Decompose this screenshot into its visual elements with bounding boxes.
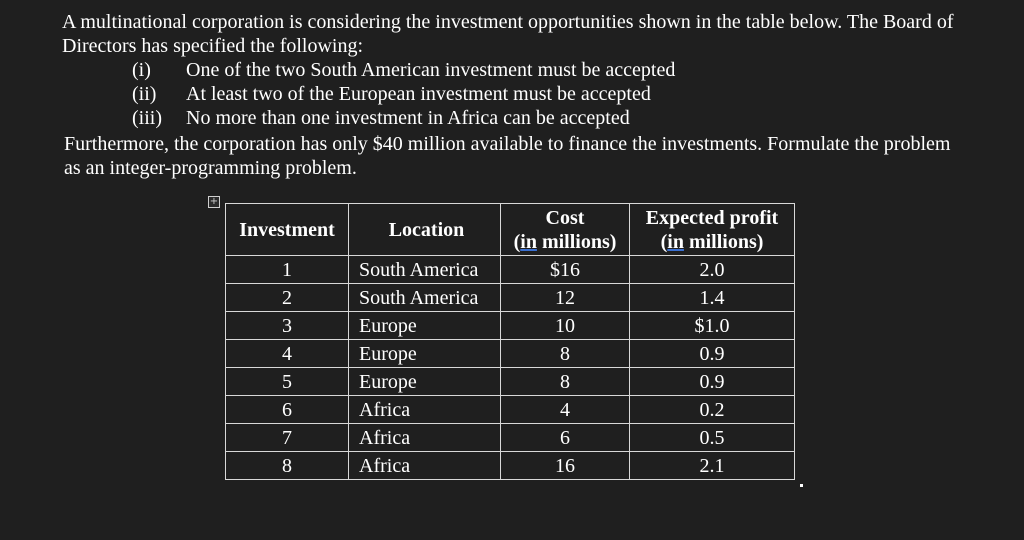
condition-item xyxy=(132,58,675,82)
cell-cost: $16 xyxy=(501,256,630,284)
cell-location: Europe xyxy=(349,340,501,368)
header-investment: Investment xyxy=(226,204,349,256)
cell-profit: 2.0 xyxy=(630,256,795,284)
condition-text: At least two of the European investment must be accepted xyxy=(186,83,651,105)
cell-location: Africa xyxy=(349,452,501,480)
table-end-marker xyxy=(800,484,803,487)
condition-number: (i) xyxy=(132,59,151,81)
cell-cost: 12 xyxy=(501,284,630,312)
cell-profit: 0.2 xyxy=(630,396,795,424)
cell-cost: 8 xyxy=(501,340,630,368)
cell-investment: 5 xyxy=(226,368,349,396)
condition-number: (ii) xyxy=(132,83,157,105)
cell-investment: 6 xyxy=(226,396,349,424)
cell-investment: 2 xyxy=(226,284,349,312)
problem-intro: A multinational corporation is considering the investment opportunities shown in the table below. The Board of Directors has specified the following: xyxy=(62,11,954,57)
cell-profit: 2.1 xyxy=(630,452,795,480)
header-cost xyxy=(501,204,630,256)
cell-profit: 0.9 xyxy=(630,340,795,368)
cell-location: Africa xyxy=(349,396,501,424)
cell-profit: $1.0 xyxy=(630,312,795,340)
header-location: Location xyxy=(349,204,501,256)
cell-cost: 6 xyxy=(501,424,630,452)
table-row xyxy=(226,340,795,368)
cell-location: Africa xyxy=(349,424,501,452)
table-row xyxy=(226,256,795,284)
condition-item xyxy=(132,106,675,130)
table-row xyxy=(226,452,795,480)
header-profit-line2: (in millions) xyxy=(660,230,764,253)
conditions-list xyxy=(132,58,675,130)
cell-profit: 0.5 xyxy=(630,424,795,452)
table-row xyxy=(226,284,795,312)
cell-investment: 4 xyxy=(226,340,349,368)
cell-investment: 3 xyxy=(226,312,349,340)
header-profit xyxy=(630,204,795,256)
header-cost-line2: (in millions) xyxy=(513,230,617,253)
table-row xyxy=(226,368,795,396)
header-profit-line1: Expected profit xyxy=(645,206,779,229)
condition-text: No more than one investment in Africa can be accepted xyxy=(186,107,630,129)
cell-cost: 10 xyxy=(501,312,630,340)
cell-cost: 8 xyxy=(501,368,630,396)
condition-number: (iii) xyxy=(132,107,162,129)
investment-table xyxy=(225,203,795,480)
problem-closing: Furthermore, the corporation has only $40 million available to finance the investments. Formulate the problem as an integer-programming problem. xyxy=(64,133,951,179)
cell-investment: 7 xyxy=(226,424,349,452)
condition-item xyxy=(132,82,675,106)
table-row xyxy=(226,396,795,424)
table-row xyxy=(226,312,795,340)
cell-location: South America xyxy=(349,284,501,312)
cell-profit: 1.4 xyxy=(630,284,795,312)
cell-investment: 1 xyxy=(226,256,349,284)
cell-investment: 8 xyxy=(226,452,349,480)
condition-text: One of the two South American investment must be accepted xyxy=(186,59,676,81)
cell-profit: 0.9 xyxy=(630,368,795,396)
move-handle-icon[interactable]: + xyxy=(209,196,219,207)
table-row xyxy=(226,424,795,452)
table-header-row xyxy=(226,204,795,256)
cell-location: South America xyxy=(349,256,501,284)
cell-cost: 4 xyxy=(501,396,630,424)
header-cost-line1: Cost xyxy=(545,206,585,229)
cell-location: Europe xyxy=(349,312,501,340)
cell-location: Europe xyxy=(349,368,501,396)
cell-cost: 16 xyxy=(501,452,630,480)
